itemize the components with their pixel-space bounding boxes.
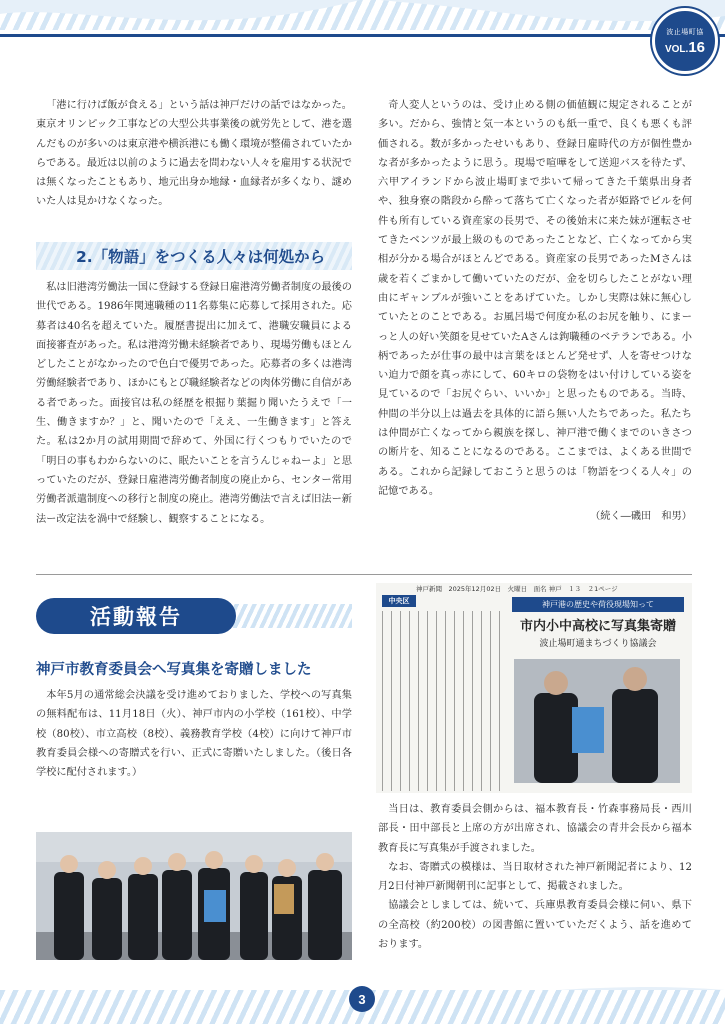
- clipping-byline: 波止場町通まちづくり協議会: [539, 639, 657, 649]
- volume-number: 16: [688, 38, 706, 56]
- banner-title: 活動報告: [90, 605, 182, 629]
- badge-org-name: 波止場町協: [666, 27, 704, 36]
- paragraph: なお、寄贈式の模様は、当日取材された神戸新聞記者により、12月2日付神戸新聞朝刊に記事として、掲載されました。: [378, 861, 692, 893]
- group-photo: [36, 832, 352, 960]
- activity-subheading: 神戸市教育委員会へ写真集を寄贈しました: [36, 662, 312, 678]
- section-2-body: [36, 278, 352, 529]
- top-rule: [0, 34, 725, 37]
- newspaper-clipping: [376, 583, 692, 793]
- volume-prefix: VOL.: [664, 43, 689, 55]
- clipping-masthead: 神戸新聞 2025年12月02日 火曜日 面名 神戸 １３ ２1ページ: [416, 585, 618, 593]
- group-photo-illustration: [36, 832, 352, 960]
- clipping-title-box: [508, 595, 688, 659]
- paragraph: 私は旧港湾労働法一国に登録する登録日雇港湾労働者制度の最後の世代である。1986年関連職種の11名募集に応募して採用された。応募者は40名を超えていた。履歴書提出に加えて、港職安職員による面接審査があった。私は港湾労働未経験者であり、現場労働もほとんどしたことがなかったので色白で優男であった。応募者の多くは港湾労働経験者であり、ほかにもとび職経験者などの肉体労働に自信がある者であった。面接官は私の経歴を根掘り葉掘り聞いたうえで「一生、働きますか？」と、聞いたので「ええ、一生働きます」と答えた。私は2か月の試用期間で辞めて、外国に行くつもりでいたので「明日の事もわからないのに、眠たいことを言うんじゃねーよ」と思っていたのだが、登録日雇港湾労働者制度の廃止から、センター常用労働者派遣制度への移行と制度の廃止。港湾労働法で言えば旧法ー新法ー改定法を渦中で経験し、観察することになる。: [36, 282, 352, 525]
- top-wave-graphic: [0, 0, 725, 34]
- clipping-photo-illustration: [514, 659, 680, 783]
- left-top-column: [36, 96, 352, 212]
- paragraph: 本年5月の通常総会決議を受け進めておりました、学校への写真集の無料配布は、11月18日（火）、神戸市内の小学校（161校）、中学校（80校）、市立高校（8校）、義務教育学校（4校）に向けて神戸市教育委員会様への寄贈式を行い、正式に寄贈いたしました。（後日各学校に配付されます。）: [36, 690, 352, 779]
- clipping-vertical-text: [382, 611, 502, 791]
- clipping-kicker: 神戸港の歴史や荷役現場知って: [512, 597, 684, 612]
- paragraph: 当日は、教育委員会側からは、福本教育長・竹森事務局長・西川部長・田中部長と上席の方が出席され、協議会の青井会長から福本教育長に写真集が手渡されました。: [378, 804, 692, 854]
- volume-badge: [652, 8, 718, 74]
- section-divider: [36, 574, 692, 575]
- right-bottom-column: [378, 800, 692, 954]
- section-2-heading-text: 2.「物語」をつくる人々は何処から: [76, 248, 326, 266]
- clipping-area-tag: 中央区: [382, 595, 416, 607]
- paragraph: 奇人変人というのは、受け止める側の価値観に規定されることが多い。だから、強情と気一本というのも紙一重で、良くも悪くも評価される。数が多かったせいもあり、登録日雇時代の方が個性豊かな者が多かったように思う。現場で喧嘩をして送迎バスを待たず、六甲アイランドから波止場町まで歩いて帰ってきた千葉県出身者や、独身寮の階段から酔って落ちて亡くなった者が姫路でビルを何件も所有している資産家の長男で、その後始末に来た妹が運転させてきたベンツが最上級のものであったことなど、亡くなってから実相が分かる場合がほとんどである。資産家の長男であったMさんは歳を若くごまかして働いていたのだが、金を切らしたことがない理由にギャンブルが強いことをあげていた。しかし実際は妹に無心していたとのことである。お風呂場で何度か私のお尻を触り、にまーっと人の好い笑顔を見せていたAさんは鉤職種のベテランである。小柄であったが仕事の最中は言葉をほとんど発せず、人を寄せつけない迫力で顔を真っ赤にして、60キロの袋物をはい付けしている姿を見ているので「お尻ぐらい、いいか」と思ったものである。当時、仲間の半分以上は過去を具体的に語ら無い人たちであった。私たちは仲間が亡くなってから親族を探し、神戸港で働くまでのいきさつの断片を、知ることになるのである。ここまでは、よくある世間である。これから記録しておこうと思うのは「物語をつくる人々」の記憶である。: [378, 100, 692, 497]
- banner-stripes: [226, 604, 352, 628]
- paragraph: 協議会としましては、続いて、兵庫県教育委員会様に伺い、県下の全高校（約200校）の図書館に置いていただくよう、話を進めております。: [378, 900, 692, 951]
- banner-pill: [36, 598, 236, 634]
- paragraph: 「港に行けば飯が食える」という話は神戸だけの話ではなかった。東京オリンピック工事などの大型公共事業後の就労先として、港を選んだものが多いのは東京港や横浜港にも働く環境が整備されていたからである。最近は以前のように過去を問わない人々を雇用する状況では無くなったこともあり、地元出身か地縁・血縁者が多くなり、謎めいた人は見かけなくなった。: [36, 100, 352, 208]
- author-signature: （続く―磯田 和男）: [590, 511, 692, 523]
- page-number: 3: [349, 986, 375, 1012]
- activity-report-banner: [36, 598, 352, 634]
- clipping-photo: [514, 659, 680, 783]
- right-top-column: [378, 96, 692, 527]
- activity-body: [36, 686, 352, 782]
- clipping-headline: 市内小中高校に写真集寄贈: [519, 619, 676, 634]
- badge-volume: [665, 39, 705, 56]
- section-2-heading: [36, 242, 352, 270]
